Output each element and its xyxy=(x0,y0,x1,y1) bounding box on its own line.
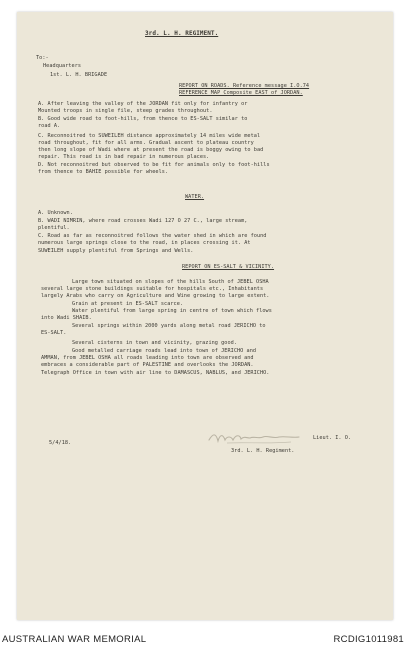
document-page xyxy=(17,12,393,620)
report-title-1: REPORT ON ROADS. Reference message I.O.74 xyxy=(179,83,310,89)
roads-line: repair. This road is in bad repair in numerous places. xyxy=(38,154,210,160)
roads-line: road A. xyxy=(38,123,61,129)
es-salt-line: Good metalled carriage roads lead into town of JERICHO and xyxy=(72,348,257,354)
es-salt-line: Several cisterns in town and vicinity, grazing good. xyxy=(72,340,238,346)
water-line: C. Road as far as reconnoitred follows the water shed in which are found xyxy=(38,233,267,239)
roads-line: from thence to BAHIE possible for wheels. xyxy=(38,169,169,175)
water-line: B. WADI NIMRIN, where road crosses Wadi 127 O 27 C., large stream, xyxy=(38,218,248,224)
signature-rank: Lieut. I. O. xyxy=(313,435,352,441)
es-salt-line: largely Arabs who carry on Agriculture and Wine growing to large extent. xyxy=(41,293,270,299)
es-salt-line: Large town situated on slopes of the hills South of JEBEL OSHA xyxy=(72,279,269,285)
water-line: A. Unknown. xyxy=(38,210,73,216)
addressee-line-2: 1st. L. H. BRIGADE xyxy=(50,72,108,78)
es-salt-line: Water plentiful from large spring in centre of town which flows xyxy=(72,308,272,314)
roads-line: B. Good wide road to foot-hills, from thence to ES-SALT similar to xyxy=(38,116,248,122)
es-salt-line: ES-SALT. xyxy=(41,330,67,336)
roads-line: D. Not reconnoitred but observed to be fit for animals only to foot-hills xyxy=(38,162,270,168)
es-salt-line: several large stone buildings suitable for hospitals etc., Inhabitants xyxy=(41,286,264,292)
es-salt-heading: REPORT ON ES-SALT & VICINITY. xyxy=(182,264,275,270)
es-salt-line: Telegraph Office in town with air line to DAMASCUS, NABLUS, and JERICHO. xyxy=(41,370,270,376)
es-salt-line: Several springs within 2000 yards along metal road JERICHO to xyxy=(72,323,266,329)
es-salt-line: embraces a considerable part of PALESTINE and overlooks the JORDAN. xyxy=(41,362,254,368)
roads-line: C. Reconnoitred to SUWEILEH distance approximately 14 miles wide metal xyxy=(38,133,261,139)
roads-line: then long slope of Wadi where at present the road is boggy owing to bad xyxy=(38,147,264,153)
water-line: SUWEILEH supply plentiful from Springs and Wells. xyxy=(38,248,194,254)
roads-line: road throughout, fit for all arms. Gradual ascent to plateau country xyxy=(38,140,254,146)
roads-line: Mounted troops in single file, steep grades throughout. xyxy=(38,108,213,114)
es-salt-line: into Wadi SHAIB. xyxy=(41,315,92,321)
es-salt-line: Grain at present in ES-SALT scarce. xyxy=(72,301,184,307)
footer-source: AUSTRALIAN WAR MEMORIAL xyxy=(2,634,147,645)
water-heading: WATER. xyxy=(185,194,205,200)
footer-record-id: RCDIG1011981 xyxy=(333,634,404,645)
water-line: numerous large springs close to the road, in places crossing it. At xyxy=(38,240,251,246)
addressee-line-1: Headquarters xyxy=(43,63,82,69)
to-label: To:- xyxy=(36,55,49,61)
signature-unit: 3rd. L. H. Regiment. xyxy=(231,448,295,454)
report-date: 5/4/18. xyxy=(49,440,72,446)
report-title-2: REFERENCE MAP Composite EAST of JORDAN. xyxy=(179,90,303,96)
es-salt-line: AMMAN, from JEBEL OSHA all roads leading into town are observed and xyxy=(41,355,254,361)
water-line: plentiful. xyxy=(38,225,70,231)
handwritten-signature xyxy=(207,430,319,446)
header-title: 3rd. L. H. REGIMENT. xyxy=(145,30,219,37)
roads-line: A. After leaving the valley of the JORDAN fit only for infantry or xyxy=(38,101,248,107)
